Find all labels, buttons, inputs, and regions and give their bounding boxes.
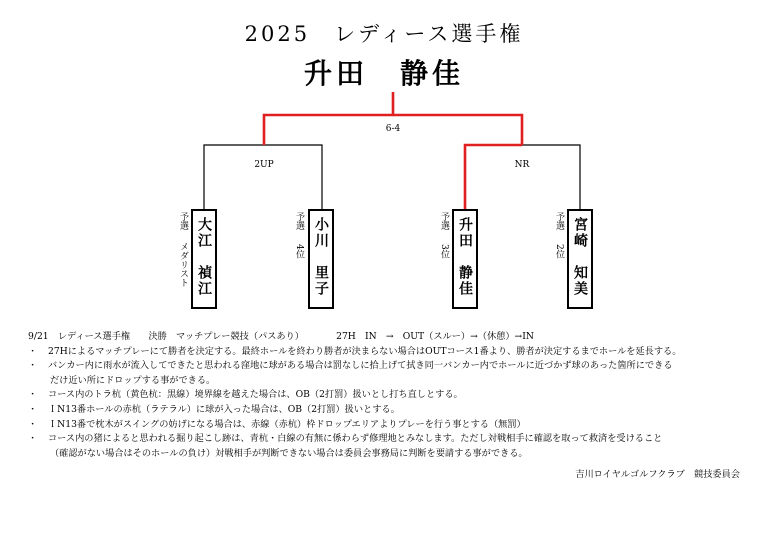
page-title: 2025 レディース選手権 [244,22,524,46]
player3-box [452,209,478,309]
player1-given-name: 禎江 [196,265,212,297]
player2-surname: 小川 [313,217,329,249]
player1-box [191,209,217,309]
player4-box [567,209,593,309]
bracket-line-loser-sf-left [264,145,322,209]
win-path-top [264,92,393,145]
rule-item: ・ ＩN13番で枕木がスイングの妨げになる場合は、赤線（赤杭）枠ドロップエリアよりプレーを行う事とする（無罰） [28,418,526,430]
player3-given-name: 静佳 [457,265,473,297]
rule-item: ・ バンカー内に雨水が流入してできたと思われる窪地に球がある場合は罰なしに拾上げて拭き同一バンカー内でホールに近づかず球のあった箇所にできる [28,360,673,372]
player4-rank: 2位 [554,244,564,259]
player2-box [308,209,334,309]
bracket-line-left-player [204,145,264,209]
player1-surname: 大江 [196,217,212,249]
player3-surname: 升田 [457,217,473,249]
win-path-semi [465,145,522,209]
player3-qual: 予選 [439,212,449,230]
player2-qual: 予選 [294,212,304,230]
player4-qual: 予選 [554,212,564,230]
player4-given-name: 知美 [572,265,588,297]
rule-item: ・ 27Hによるマッチプレーにて勝者を決定する。最終ホールを終わり勝者が決まらない場合はOUTコース1番より、勝者が決定するまでホールを延長する。 [28,345,682,357]
player1-rank: メダリスト [178,242,188,287]
rule-item: ・ コース内の猪によると思われる掘り起こし跡は、青杭・白線の有無に係わらず修理地とみなします。ただし対戦相手に確認を取って救済を受けること [28,433,663,445]
player4-surname: 宮崎 [572,217,588,249]
rules-notes [28,330,758,461]
organizer-signature: 吉川ロイヤルゴルフクラブ 競技委員会 [575,469,740,480]
rule-item-continued: （確認がない場合はそのホールの負け）対戦相手が判断できない場合は委員会事務局に判断を要請する事ができる。 [50,447,528,459]
player2-rank: 4位 [294,244,304,259]
bracket-line-right-player [522,145,580,209]
player3-rank: 3位 [439,244,449,259]
player2-given-name: 里子 [313,265,329,297]
score-left-semi: 2UP [254,160,274,170]
score-final: 6-4 [385,124,401,134]
header-line: 9/21 レディース選手権 決勝 マッチプレー競技（パスあり） 27H IN → OUT（スルー）→（休憩）→IN [28,331,534,342]
player1-qual: 予選 [178,212,188,230]
score-right-semi: NR [514,160,530,170]
champion-name: 升田 静佳 [303,57,464,90]
rule-item: ・ コース内のトラ杭（黄色杭：黒線）境界線を越えた場合は、OB（2打罰）扱いとし打ち直しとする。 [28,389,463,401]
rule-item-continued: だけ近い所にドロップする事ができる。 [50,374,216,386]
rule-item: ・ ＩN13番ホールの赤杭（ラテラル）に球が入った場合は、OB（2打罰）扱いとする。 [28,403,400,415]
